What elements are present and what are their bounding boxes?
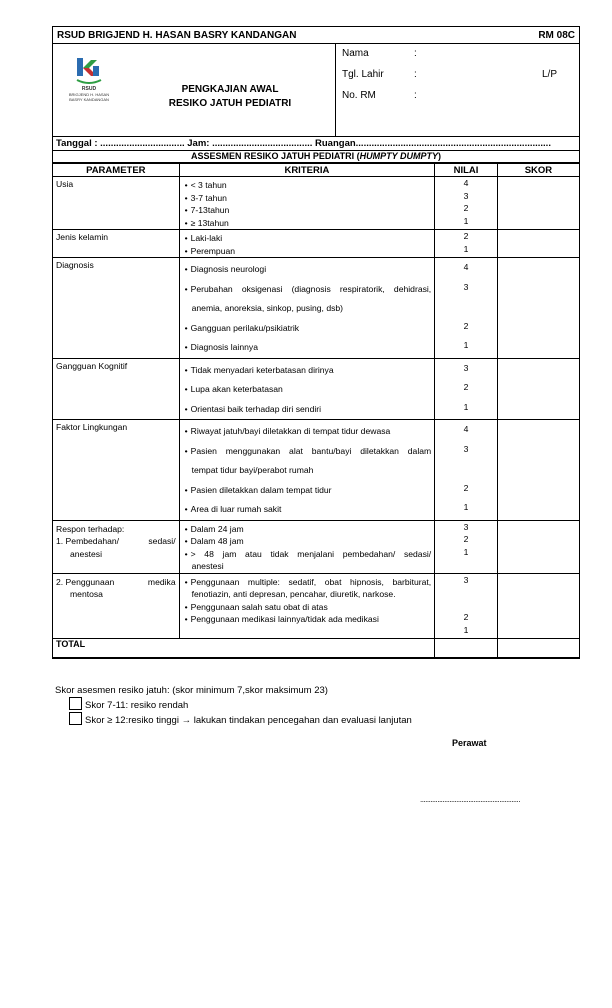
form-title-line2: RESIKO JATUH PEDIATRI	[168, 98, 292, 109]
param-lingkungan: Faktor Lingkungan	[53, 420, 179, 521]
medical-record-field[interactable]: No. RM :	[342, 90, 417, 101]
date-time-room-line[interactable]: Tanggal : ................................ Jam: ...................................... Ruangan..........................................................................	[53, 137, 579, 151]
table-row-medikamentosa: 2. Penggunaan medika mentosa • Penggunaan multiple: sedatif, obat hipnosis, barbiturat, fenotiazin, anti depresan, pencahar, diuretik, narkose. • Penggunaan salah satu obat di atas • Penggunaan medikasi lainnya/tidak ada medikasi 3 2 1	[53, 573, 579, 639]
patient-name-label: Nama	[342, 48, 369, 59]
total-skor[interactable]	[497, 639, 579, 658]
table-row-lingkungan: Faktor Lingkungan • Riwayat jatuh/bayi diletakkan di tempat tidur dewasa • Pasien menggunakan alat bantu/bayi diletakkan dalam tempat tidur bayi/perabot rumah • Pasien diletakkan dalam tempat tidur • Area di luar rumah sakit 4 3 2 1	[53, 420, 579, 521]
hospital-logo	[53, 44, 125, 136]
section-title: ASSESMEN RESIKO JATUH PEDIATRI (HUMPTY DUMPTY)	[53, 151, 579, 163]
form-header-bar	[53, 27, 579, 44]
nilai-usia: 4 3 2 1	[435, 177, 498, 230]
birth-date-label: Tgl. Lahir	[342, 69, 384, 80]
logo-subtext: BRIGJEND H. HASAN BASRY KANDANGAN	[68, 92, 110, 102]
low-risk-checkbox[interactable]	[69, 697, 82, 710]
param-kognitif: Gangguan Kognitif	[53, 358, 179, 420]
high-risk-option[interactable]: Skor ≥ 12:resiko tinggi → lakukan tindakan pencegahan dan evaluasi lanjutan	[55, 712, 412, 727]
nurse-label: Perawat	[452, 738, 487, 748]
table-row-diagnosis: Diagnosis • Diagnosis neurologi • Perubahan oksigenasi (diagnosis respiratorik, dehidrasi, anemia, anoreksia, sinkop, pusing, dsb) • Gangguan perilaku/psikiatrik • Diagnosis lainnya 4 3 2 1	[53, 258, 579, 359]
kriteria-usia: • < 3 tahun • 3-7 tahun • 7-13tahun • ≥ 13tahun	[179, 177, 435, 230]
low-risk-option[interactable]: Skor 7-11: resiko rendah	[55, 697, 412, 712]
table-row-jenis-kelamin: Jenis kelamin • Laki-laki • Perempuan 2 1	[53, 230, 579, 258]
col-skor: SKOR	[497, 164, 579, 177]
param-usia: Usia	[53, 177, 179, 230]
hospital-logo-icon	[75, 56, 103, 86]
table-row-respon: Respon terhadap: 1. Pembedahan/ sedasi/ anestesi • Dalam 24 jam • Dalam 48 jam • > 48 jam atau tidak menjalani pembedahan/ sedasi/ anestesi 3 2 1	[53, 520, 579, 573]
form-title	[125, 44, 336, 136]
form-title-block	[53, 44, 579, 137]
gender-field[interactable]: L/P	[541, 69, 557, 80]
form-code: RM 08C	[538, 29, 575, 41]
assessment-table	[53, 163, 579, 658]
table-row-kognitif: Gangguan Kognitif • Tidak menyadari keterbatasan dirinya • Lupa akan keterbatasan • Orientasi baik terhadap diri sendiri 3 2 1	[53, 358, 579, 420]
total-nilai	[435, 639, 498, 658]
skor-lingkungan[interactable]	[497, 420, 579, 521]
param-jenis-kelamin: Jenis kelamin	[53, 230, 179, 258]
param-medikamentosa: 2. Penggunaan medika mentosa	[53, 573, 179, 639]
hospital-name: RSUD BRIGJEND H. HASAN BASRY KANDANGAN	[57, 29, 297, 41]
high-risk-checkbox[interactable]	[69, 712, 82, 725]
patient-name-field[interactable]: Nama :	[342, 48, 417, 59]
total-row	[53, 639, 579, 658]
table-header-row	[53, 164, 579, 177]
col-kriteria: KRITERIA	[179, 164, 435, 177]
form-title-line1: PENGKAJIAN AWAL	[181, 84, 279, 95]
skor-kognitif[interactable]	[497, 358, 579, 420]
skor-respon[interactable]	[497, 520, 579, 573]
score-interpretation	[55, 684, 412, 727]
param-respon: Respon terhadap: 1. Pembedahan/ sedasi/ anestesi	[53, 520, 179, 573]
medical-record-label: No. RM	[342, 90, 376, 101]
patient-identity	[336, 44, 579, 136]
skor-usia[interactable]	[497, 177, 579, 230]
param-diagnosis: Diagnosis	[53, 258, 179, 359]
signature-line[interactable]: ..........................................................	[420, 795, 520, 804]
skor-diagnosis[interactable]	[497, 258, 579, 359]
section-title-italic: HUMPTY DUMPTY	[359, 151, 439, 161]
col-parameter: PARAMETER	[53, 164, 179, 177]
risk-assessment-form	[52, 26, 580, 659]
table-row-usia	[53, 177, 579, 230]
total-label: TOTAL	[53, 639, 435, 658]
col-nilai: NILAI	[435, 164, 498, 177]
score-intro: Skor asesmen resiko jatuh: (skor minimum 7,skor maksimum 23)	[55, 685, 328, 696]
birth-date-field[interactable]: Tgl. Lahir :	[342, 69, 417, 80]
skor-jenis-kelamin[interactable]	[497, 230, 579, 258]
logo-name: RSUD	[81, 86, 97, 92]
skor-medikamentosa[interactable]	[497, 573, 579, 639]
